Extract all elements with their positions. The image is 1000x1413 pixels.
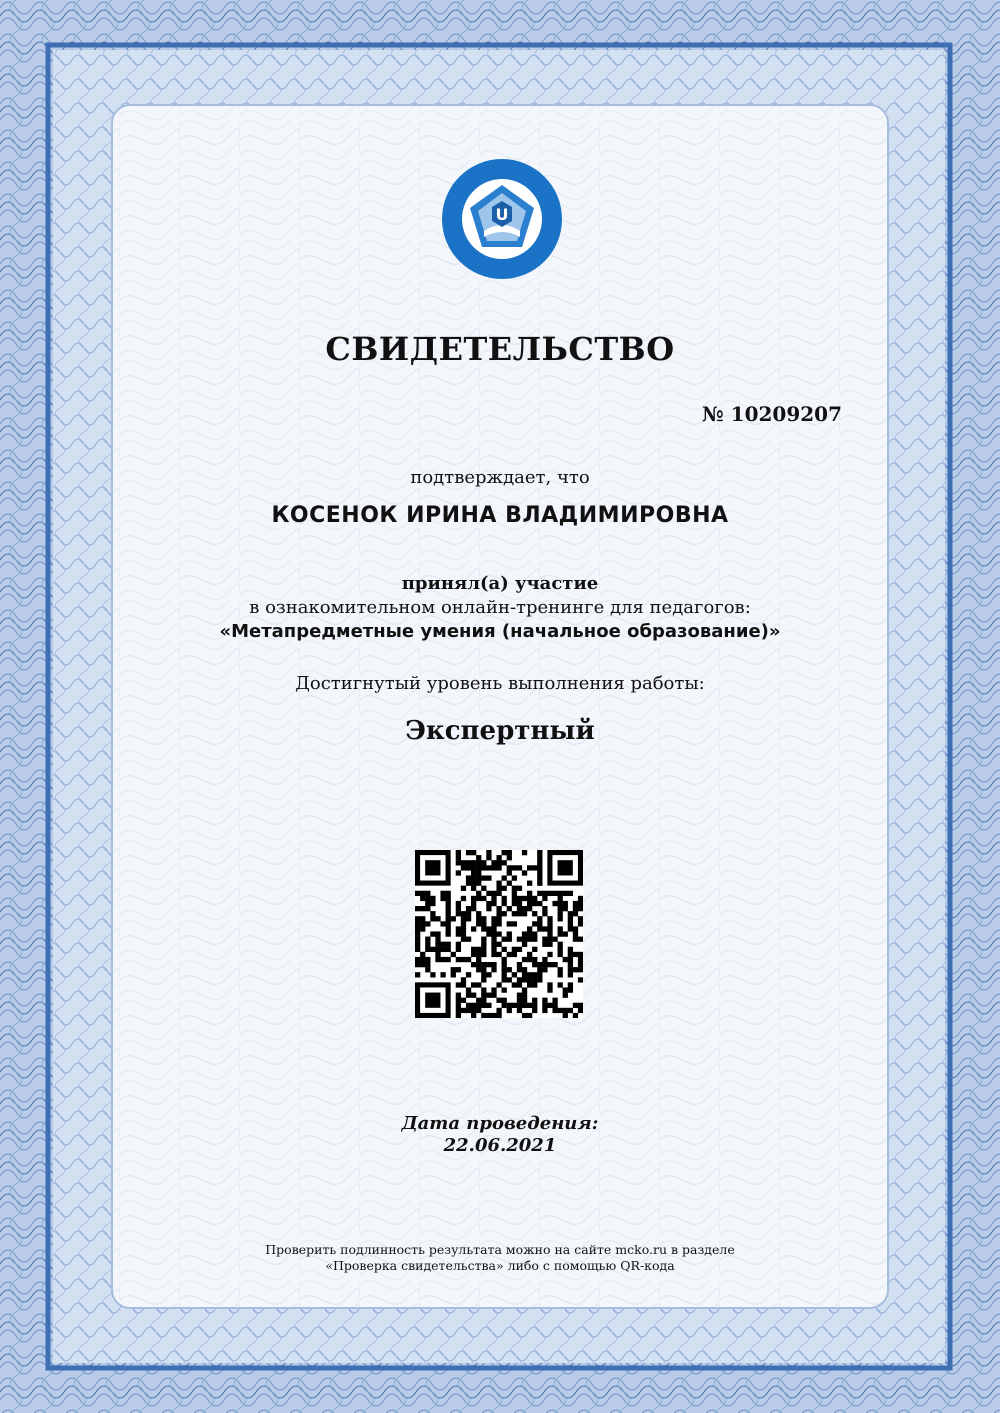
level-value: Экспертный	[405, 716, 595, 746]
level-label: Достигнутый уровень выполнения работы:	[295, 673, 705, 694]
recipient-name: КОСЕНОК ИРИНА ВЛАДИМИРОВНА	[271, 503, 729, 528]
date-label: Дата проведения:	[401, 1113, 599, 1134]
training-description: в ознакомительном онлайн-тренинге для педагогов:	[249, 597, 751, 618]
verification-line-2: «Проверка свидетельства» либо с помощью QR-кода	[325, 1258, 675, 1273]
training-name: «Метапредметные умения (начальное образование)»	[219, 621, 781, 642]
qr-code-icon[interactable]	[415, 850, 583, 1018]
date-value: 22.06.2021	[443, 1135, 557, 1156]
mcko-logo-icon	[440, 157, 564, 281]
verification-note	[150, 1242, 850, 1274]
confirms-text: подтверждает, что	[410, 467, 590, 488]
certificate-title: СВИДЕТЕЛЬСТВО	[325, 330, 675, 368]
certificate-number: № 10209207	[701, 402, 842, 426]
participated-text: принял(а) участие	[401, 573, 599, 594]
svg-text:U: U	[495, 205, 509, 224]
verification-line-1: Проверить подлинность результата можно на сайте mcko.ru в разделе	[265, 1242, 735, 1257]
